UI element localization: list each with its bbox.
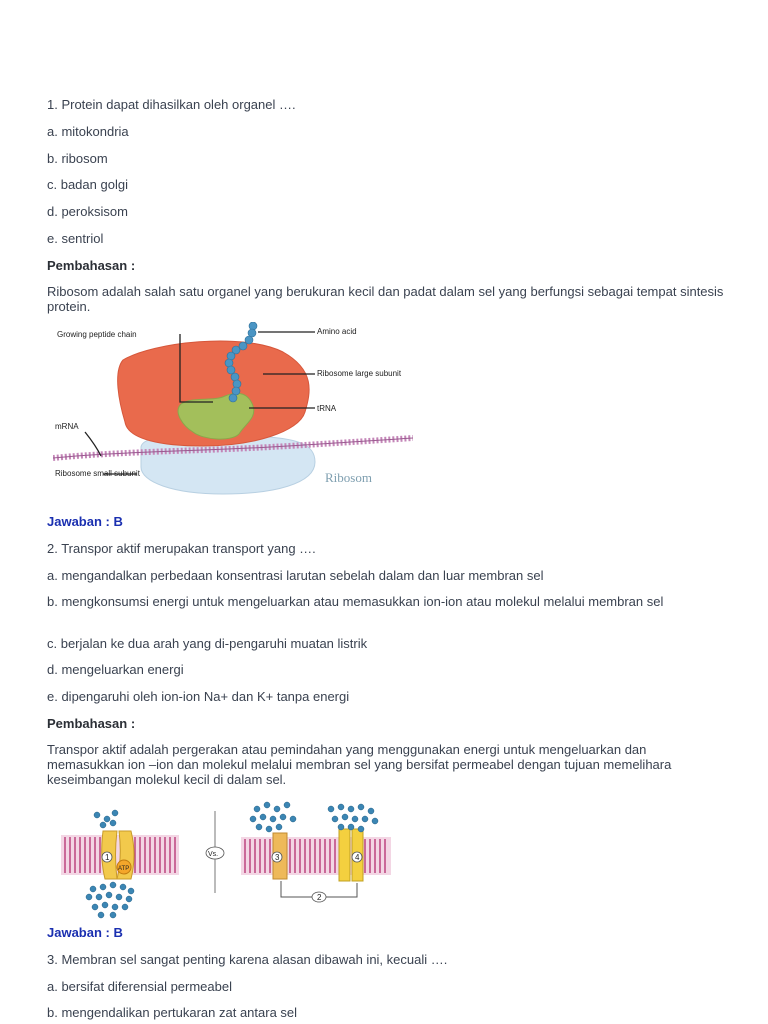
option-3a: a. bersifat diferensial permeabel bbox=[47, 979, 232, 994]
option-2c: c. berjalan ke dua arah yang di-pengaruhi muatan listrik bbox=[47, 636, 368, 651]
option-2e: e. dipengaruhi oleh ion-ion Na+ dan K+ tanpa energi bbox=[47, 689, 350, 704]
label-small-subunit: Ribosome small subunit bbox=[55, 469, 140, 478]
right-membrane bbox=[241, 802, 391, 902]
label-growing-peptide: Growing peptide chain bbox=[57, 330, 137, 339]
discussion-heading-1: Pembahasan : bbox=[47, 258, 136, 273]
explanation-1: Ribosom adalah salah satu organel yang berukuran kecil dan padat dalam sel yang berfungsi sebagai tempat sintesis protein. bbox=[47, 284, 724, 314]
label-vs: Vs. bbox=[208, 851, 219, 858]
question-3: 3. Membran sel sangat penting karena alasan dibawah ini, kecuali …. bbox=[47, 952, 448, 967]
question-1: 1. Protein dapat dihasilkan oleh organel …. bbox=[47, 97, 296, 112]
label-step-3: 3 bbox=[275, 853, 280, 862]
label-mrna: mRNA bbox=[55, 422, 79, 431]
option-3b: b. mengendalikan pertukaran zat antara sel bbox=[47, 1005, 298, 1020]
label-trna: tRNA bbox=[317, 404, 337, 413]
option-1d: d. peroksisom bbox=[47, 204, 128, 219]
option-1b: b. ribosom bbox=[47, 151, 108, 166]
question-2: 2. Transpor aktif merupakan transport yang …. bbox=[47, 541, 316, 556]
discussion-heading-2: Pembahasan : bbox=[47, 716, 136, 731]
active-transport-figure bbox=[55, 797, 395, 919]
answer-1: Jawaban : B bbox=[47, 514, 123, 529]
explanation-2: Transpor aktif adalah pergerakan atau pemindahan yang menggunakan energi untuk mengeluarkan dan memasukkan ion –ion dan molekul melalui membran sel yang bersifat permeabel dengan tujuan memelihara keseimbangan molekul kecil di dalam sel. bbox=[47, 742, 672, 787]
label-step-1: 1 bbox=[105, 853, 110, 862]
figure-caption-ribosom: Ribosom bbox=[325, 470, 372, 485]
ribosome-figure bbox=[53, 322, 413, 500]
label-large-subunit: Ribosome large subunit bbox=[317, 369, 402, 378]
option-1a: a. mitokondria bbox=[47, 124, 129, 139]
label-step-2: 2 bbox=[317, 893, 322, 902]
label-amino-acid: Amino acid bbox=[317, 327, 357, 336]
option-1e: e. sentriol bbox=[47, 231, 104, 246]
option-1c: c. badan golgi bbox=[47, 177, 128, 192]
option-2b: b. mengkonsumsi energi untuk mengeluarkan atau memasukkan ion-ion atau molekul melalui membran sel bbox=[47, 594, 664, 609]
option-2d: d. mengeluarkan energi bbox=[47, 662, 184, 677]
option-2a: a. mengandalkan perbedaan konsentrasi larutan sebelah dalam dan luar membran sel bbox=[47, 568, 544, 583]
label-step-4: 4 bbox=[355, 853, 360, 862]
answer-2: Jawaban : B bbox=[47, 925, 123, 940]
left-membrane bbox=[61, 810, 179, 918]
label-atp: ATP bbox=[118, 866, 130, 872]
